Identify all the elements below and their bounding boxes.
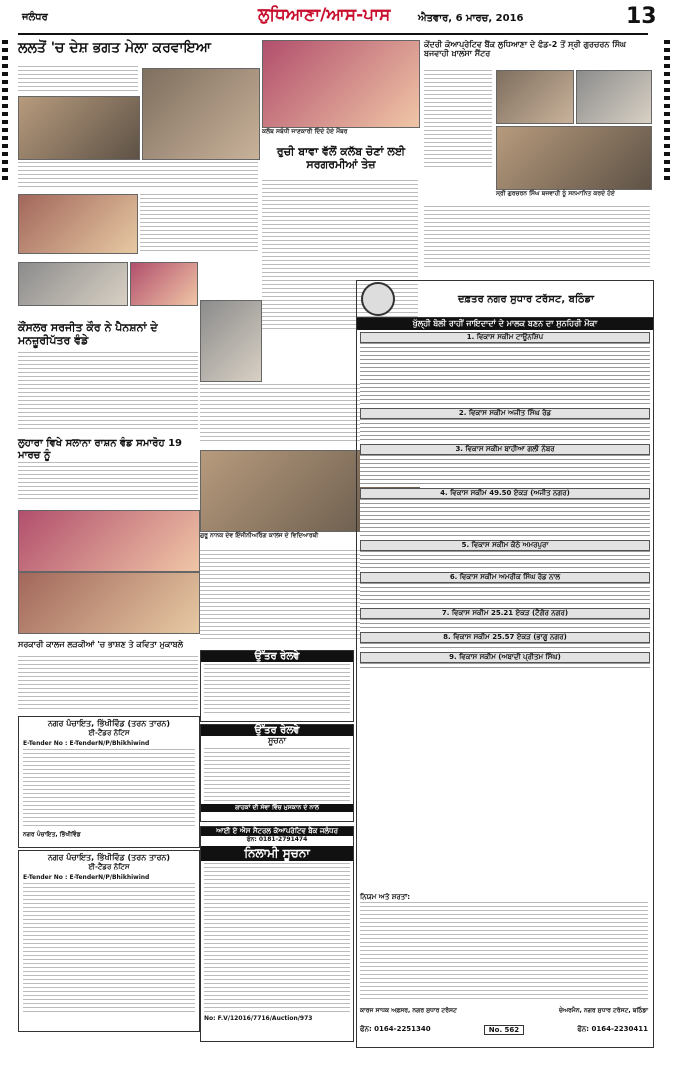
rail-ad-body [204,664,350,714]
sign-right: ਚੇਅਰਮੈਨ, ਨਗਰ ਸੁਧਾਰ ਟਰੱਸਟ, ਬਠਿੰਡਾ [558,1007,648,1014]
sign-left: ਕਾਰਜ ਸਾਧਕ ਅਫ਼ਸਰ, ਨਗਰ ਸੁਧਾਰ ਟਰੱਸਟ [360,1007,457,1014]
story-photo [262,40,420,128]
story-headline: ਸਰਕਾਰੀ ਕਾਲਜ ਲੜਕੀਆਂ 'ਚ ਭਾਸ਼ਣ ਤੇ ਕਵਿਤਾ ਮੁਕਾਬਲੇ [18,640,184,649]
scheme-section-title: 8. ਵਿਕਾਸ ਸਕੀਮ 25.57 ਏਕੜ (ਭਾਗੂ ਨਗਰ) [360,632,650,643]
notice-body [23,749,195,829]
phone-right: ਫੋਨ: 0164-2230411 [577,1025,648,1033]
auction-notice [200,826,354,1042]
story-headline: ਲੁਹਾਰਾ ਵਿਖੇ ਸਲਾਨਾ ਰਾਸ਼ਨ ਵੰਡ ਸਮਾਰੋਹ 19 ਮਾਰਚ ਨੂੰ [18,438,183,461]
scheme-table [360,343,650,407]
story-photo [200,300,262,382]
story-headline: ਲਲਤੋਂ 'ਚ ਦੇਸ਼ ਭਗਤ ਮੇਲਾ ਕਰਵਾਇਆ [18,40,211,56]
story-body [18,162,258,190]
tender-number: E-Tender No : E-TenderN/P/Bhikhiwind [23,740,150,747]
story-body [18,66,138,94]
notice-title: ਨਗਰ ਪੰਚਾਇਤ, ਭਿੱਖੀਵਿੰਡ (ਤਰਨ ਤਾਰਨ) [47,853,171,862]
ad-subtitle: ਖੁੱਲ੍ਹੀ ਬੋਲੀ ਰਾਹੀਂ ਜਾਇਦਾਦਾਂ ਦੇ ਮਾਲਕ ਬਣਨ ਦਾ ਸੁਨਹਿਰੀ ਮੌਕਾ [357,318,653,330]
story-photo [496,70,574,124]
scheme-section-title: 7. ਵਿਕਾਸ ਸਕੀਮ 25.21 ਏਕੜ (ਟੈਗੋਰ ਨਗਰ) [360,608,650,619]
section-title: ਲੁਧਿਆਣਾ/ਆਸ-ਪਾਸ [258,5,391,25]
scheme-table [360,663,650,671]
rail-ad-title: ਉੱਤਰ ਰੇਲਵੇ [201,725,353,736]
scheme-section-title: 4. ਵਿਕਾਸ ਸਕੀਮ 49.50 ਏਕੜ (ਅਜੀਤ ਨਗਰ) [360,488,650,499]
scheme-section-title: 3. ਵਿਕਾਸ ਸਕੀਮ ਬਾਹੀਆ ਗਲੀ ਨੰਬਰ [360,444,650,455]
story-photo [18,262,128,306]
rail-ad-title: ਉੱਤਰ ਰੇਲਵੇ [201,651,353,662]
scheme-section-title: 1. ਵਿਕਾਸ ਸਕੀਮ ਟਾਊਨਸ਼ਿਪ [360,332,650,343]
story-photo [18,96,140,160]
terms-body [360,902,648,1002]
scheme-table [360,583,650,607]
scheme-table [360,419,650,443]
rail-ad-subtitle: ਸੂਚਨਾ [267,736,286,745]
photo-caption: ਗੁਰੂ ਨਾਨਕ ਦੇਵ ਇੰਜੀਨੀਅਰਿੰਗ ਕਾਲਜ ਦੇ ਵਿਦਿਆਰਥੀ [200,532,319,539]
photo-caption: ਕਲੱਬ ਸਬੰਧੀ ਜਾਣਕਾਰੀ ਦਿੰਦੇ ਹੋਏ ਮੈਂਬਰ [262,128,348,135]
story-photo [576,70,652,124]
registration-strip [664,40,670,180]
scheme-section-title: 2. ਵਿਕਾਸ ਸਕੀਮ ਅਜੀਤ ਸਿੰਘ ਰੋਡ [360,408,650,419]
registration-strip [2,40,8,180]
story-photo [18,572,200,634]
ad-title: ਦਫ਼ਤਰ ਨਗਰ ਸੁਧਾਰ ਟਰੱਸਟ, ਬਠਿੰਡਾ [457,293,594,305]
story-headline: ਕੌਂਸਲਰ ਸਰਜੀਤ ਕੌਰ ਨੇ ਪੈਨਸ਼ਨਾਂ ਦੇ ਮਨਜ਼ੂਰੀਪੱਤਰ ਵੰਡੇ [18,321,158,347]
scheme-table [360,551,650,571]
scheme-section-title: 6. ਵਿਕਾਸ ਸਕੀਮ ਅਮਰੀਕ ਸਿੰਘ ਰੋਡ ਨਾਲ [360,572,650,583]
auction-org: ਆਈ ਏ ਐਸ ਸੈਂਟਰਲ ਕੋਆਪਰੇਟਿਵ ਬੈਂਕ ਜਲੰਧਰ [201,827,353,836]
tender-number: E-Tender No : E-TenderN/P/Bhikhiwind [23,874,150,881]
ad-footer [360,1025,648,1035]
scheme-section-title: 5. ਵਿਕਾਸ ਸਕੀਮ ਕੋਠੇ ਅਮਰਪੁਰਾ [360,540,650,551]
auction-body [204,863,350,1013]
scheme-section-title: 9. ਵਿਕਾਸ ਸਕੀਮ (ਅਬਾਦੀ ਪ੍ਰੀਤਮ ਸਿੰਘ) [360,652,650,663]
notice-signoff: ਨਗਰ ਪੰਚਾਇਤ, ਭਿੱਖੀਵਿੰਡ [23,831,81,838]
tender-notice-1 [18,716,200,848]
header-rule [18,33,648,35]
rail-ad-slogan: ਗਾਹਕਾਂ ਦੀ ਸੇਵਾ ਵਿੱਚ ਮੁਸਕਾਨ ਦੇ ਨਾਲ [201,804,353,812]
edition-label: ਜਲੰਧਰ [22,12,48,23]
rail-ad-body [204,748,350,802]
story-body [140,194,258,252]
date-label: ਐਤਵਾਰ, 6 ਮਾਰਚ, 2016 [418,13,524,24]
auction-ref: No: F.V/12016/7716/Auction/973 [204,1015,313,1022]
auction-phone: ਫੋਨ: 0181-2791474 [246,836,308,843]
story-body [424,70,492,170]
story-body [18,656,198,710]
story-photo [18,510,200,572]
story-headline: ਰੁਚੀ ਬਾਵਾ ਵੱਲੋਂ ਕਲੱਬ ਚੋਣਾਂ ਲਈ ਸਰਗਰਮੀਆਂ ਤੇਜ਼ [276,145,406,171]
terms-block [360,893,648,1002]
story-photo [18,194,138,254]
railway-ad-1 [200,650,354,722]
notice-body [23,883,195,1013]
ad-signature-row [360,1007,648,1015]
story-photo [142,68,260,160]
ad-number: No. 562 [484,1025,524,1035]
notice-subtitle: ਈ-ਟੈਂਡਰ ਨੋਟਿਸ [88,729,130,737]
auction-title: ਨਿਲਾਮੀ ਸੂਚਨਾ [201,846,353,861]
tender-notice-2 [18,850,200,1032]
phone-left: ਫੋਨ: 0164-2251340 [360,1025,431,1033]
scheme-table [360,455,650,487]
story-body [18,462,198,502]
trust-emblem-icon [361,282,395,316]
ad-header [357,281,653,318]
notice-subtitle: ਈ-ਟੈਂਡਰ ਨੋਟਿਸ [88,863,130,871]
notice-title: ਨਗਰ ਪੰਚਾਇਤ, ਭਿੱਖੀਵਿੰਡ (ਤਰਨ ਤਾਰਨ) [47,719,171,728]
scheme-table [360,643,650,651]
terms-title: ਨਿਯਮ ਅਤੇ ਸ਼ਰਤਾਂ: [360,893,411,901]
page-number: 13 [626,4,657,29]
story-photo [130,262,198,306]
story-body [18,352,198,432]
photo-caption: ਸ੍ਰੀ ਗੁਰਚਰਨ ਸਿੰਘ ਬਜਵਾਹੀ ਨੂੰ ਸਨਮਾਨਿਤ ਕਰਦੇ ਹੋਏ [496,190,615,197]
scheme-list [357,330,653,674]
story-body [424,206,650,270]
trust-auction-ad [356,280,654,1048]
story-headline: ਕੇਂਦਰੀ ਕੋਆਪ੍ਰੇਟਿਵ ਬੈਂਕ ਲੁਧਿਆਣਾ ਦੇ ਫੰਡ-2 ਤੋਂ ਸ੍ਰੀ ਗੁਰਚਰਨ ਸਿੰਘ ਬਜਵਾਹੀ ਖ਼ਾਲਸਾ ਸੈਂਟਰ [424,40,627,59]
story-photo [496,126,652,190]
railway-ad-2 [200,724,354,822]
scheme-table [360,499,650,539]
scheme-table [360,619,650,631]
